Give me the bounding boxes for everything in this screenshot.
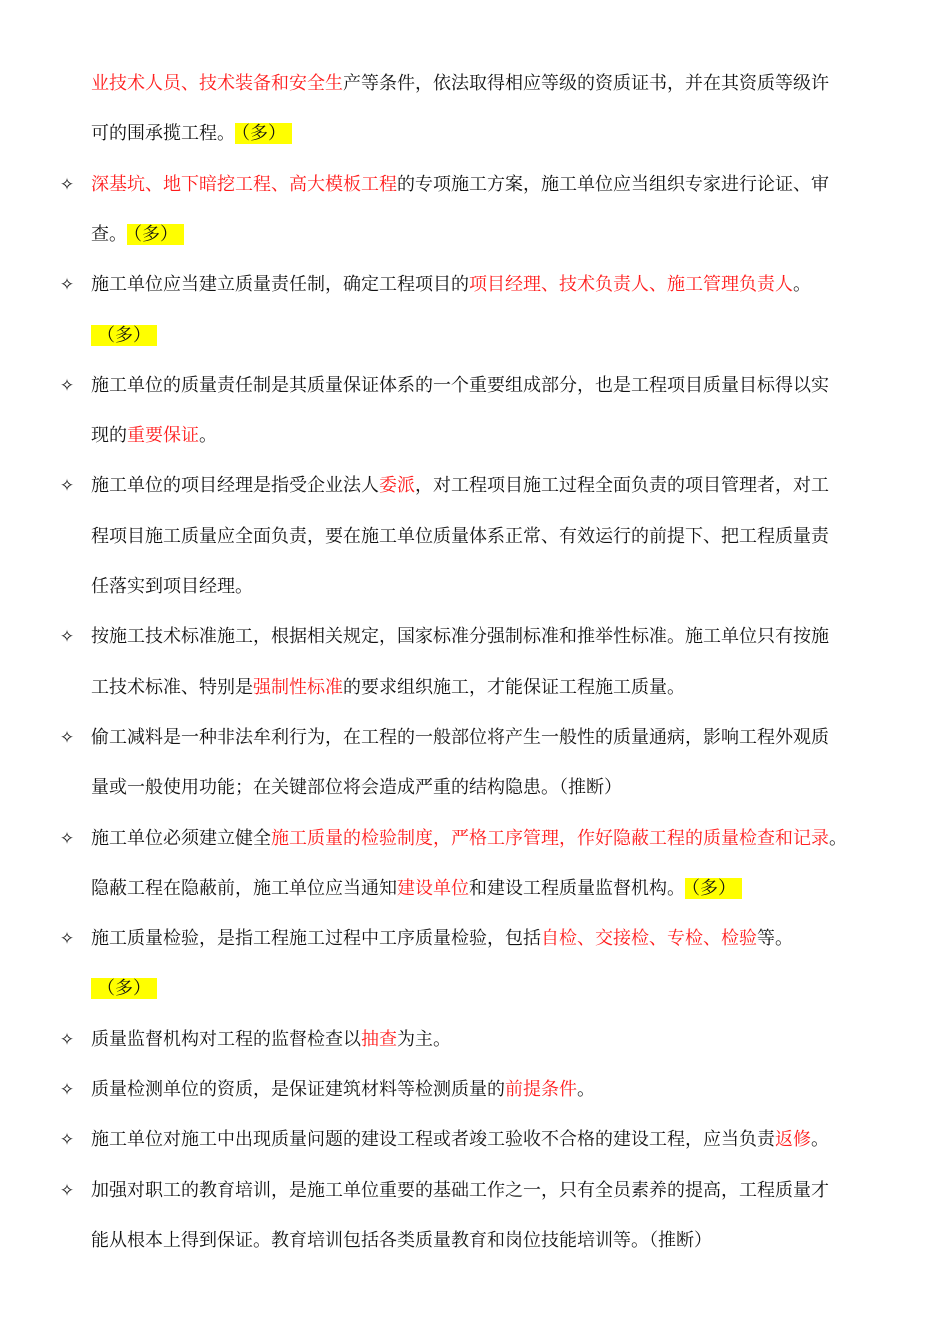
text-segment: 。 [811, 1129, 829, 1150]
key-phrase: 抽查 [361, 1029, 397, 1050]
text-line [91, 1178, 829, 1204]
text-line [91, 473, 829, 499]
text-segment: 查。 [91, 224, 127, 245]
text-line [91, 222, 184, 248]
bullet-icon: ✧ [59, 728, 75, 748]
text-segment: 施工单位的项目经理是指受企业法人 [91, 475, 379, 496]
text-segment: ，对工程项目施工过程全面负责的项目管理者，对工 [415, 475, 829, 496]
text-segment: 隐蔽工程在隐蔽前，施工单位应当通知 [91, 878, 397, 899]
text-line [91, 373, 829, 399]
bullet-icon: ✧ [59, 829, 75, 849]
text-line [91, 775, 622, 801]
bullet-icon: ✧ [59, 376, 75, 396]
bullet-icon: ✧ [59, 627, 75, 647]
text-segment: 为主。 [397, 1029, 451, 1050]
text-segment: 施工单位的质量责任制是其质量保证体系的一个重要组成部分，也是工程项目质量目标得以实 [91, 375, 829, 396]
bullet-icon: ✧ [59, 929, 75, 949]
text-segment: 按施工技术标准施工，根据相关规定，国家标准分强制标准和推举性标准。施工单位只有按施 [91, 626, 829, 647]
text-segment: 等。 [757, 928, 793, 949]
text-segment: 量或一般使用功能；在关键部位将会造成严重的结构隐患。（推断） [91, 777, 622, 798]
key-phrase: 施工质量的检验制度，严格工序管理，作好隐蔽工程的质量检查和记录 [271, 828, 829, 849]
bullet-icon: ✧ [59, 1030, 75, 1050]
text-segment: 。 [793, 274, 811, 295]
text-segment: 施工单位必须建立健全 [91, 828, 271, 849]
text-line [91, 71, 829, 97]
bullet-icon: ✧ [59, 1130, 75, 1150]
text-segment: 的专项施工方案，施工单位应当组织专家进行论证、审 [397, 174, 829, 195]
highlight-tag: （多） [235, 123, 292, 144]
key-phrase: 业技术人员、技术装备和安全生 [91, 73, 343, 94]
text-line [91, 675, 685, 701]
text-segment: 施工质量检验，是指工程施工过程中工序质量检验，包括 [91, 928, 541, 949]
key-phrase: 返修 [775, 1129, 811, 1150]
text-segment: 任落实到项目经理。 [91, 576, 253, 597]
text-line [91, 1127, 829, 1153]
text-segment: 能从根本上得到保证。教育培训包括各类质量教育和岗位技能培训等。（推断） [91, 1230, 712, 1251]
text-segment: 的要求组织施工，才能保证工程施工质量。 [343, 677, 685, 698]
text-line [91, 524, 829, 550]
highlight-tag: （多） [91, 325, 157, 346]
key-phrase: 深基坑、地下暗挖工程、高大模板工程 [91, 174, 397, 195]
text-segment: 质量检测单位的资质，是保证建筑材料等检测质量的 [91, 1079, 505, 1100]
text-segment: 。 [199, 425, 217, 446]
bullet-icon: ✧ [59, 1181, 75, 1201]
text-line [91, 172, 829, 198]
text-segment: 。 [829, 828, 847, 849]
text-line [91, 574, 253, 600]
key-phrase: 自检、交接检、专检、检验 [541, 928, 757, 949]
text-line [91, 624, 829, 650]
key-phrase: 重要保证 [127, 425, 199, 446]
text-segment: 施工单位应当建立质量责任制，确定工程项目的 [91, 274, 469, 295]
text-line [91, 926, 793, 952]
text-segment: 加强对职工的教育培训，是施工单位重要的基础工作之一，只有全员素养的提高，工程质量才 [91, 1180, 829, 1201]
text-segment: 产等条件，依法取得相应等级的资质证书，并在其资质等级许 [343, 73, 829, 94]
key-phrase: 委派 [379, 475, 415, 496]
text-line [91, 323, 157, 349]
highlight-tag: （多） [91, 978, 157, 999]
text-line [91, 1228, 712, 1254]
text-segment: 偷工减料是一种非法牟利行为，在工程的一般部位将产生一般性的质量通病，影响工程外观质 [91, 727, 829, 748]
text-line [91, 876, 742, 902]
text-segment: 和建设工程质量监督机构。 [469, 878, 685, 899]
text-segment: 程项目施工质量应全面负责，要在施工单位质量体系正常、有效运行的前提下、把工程质量责 [91, 526, 829, 547]
bullet-icon: ✧ [59, 476, 75, 496]
text-segment: 施工单位对施工中出现质量问题的建设工程或者竣工验收不合格的建设工程，应当负责 [91, 1129, 775, 1150]
bullet-icon: ✧ [59, 275, 75, 295]
key-phrase: 前提条件 [505, 1079, 577, 1100]
text-line [91, 272, 811, 298]
highlight-tag: （多） [685, 878, 742, 899]
bullet-icon: ✧ [59, 1080, 75, 1100]
text-line [91, 725, 829, 751]
text-segment: 工技术标准、特别是 [91, 677, 253, 698]
text-line [91, 826, 847, 852]
text-segment: 可的围承揽工程。 [91, 123, 235, 144]
text-segment: 质量监督机构对工程的监督检查以 [91, 1029, 361, 1050]
text-line [91, 976, 157, 1002]
text-segment: 。 [577, 1079, 595, 1100]
key-phrase: 项目经理、技术负责人、施工管理负责人 [469, 274, 793, 295]
bullet-icon: ✧ [59, 175, 75, 195]
text-line [91, 423, 217, 449]
text-line [91, 1077, 595, 1103]
text-line [91, 121, 292, 147]
text-segment: 现的 [91, 425, 127, 446]
text-line [91, 1027, 451, 1053]
highlight-tag: （多） [127, 224, 184, 245]
key-phrase: 建设单位 [397, 878, 469, 899]
key-phrase: 强制性标准 [253, 677, 343, 698]
